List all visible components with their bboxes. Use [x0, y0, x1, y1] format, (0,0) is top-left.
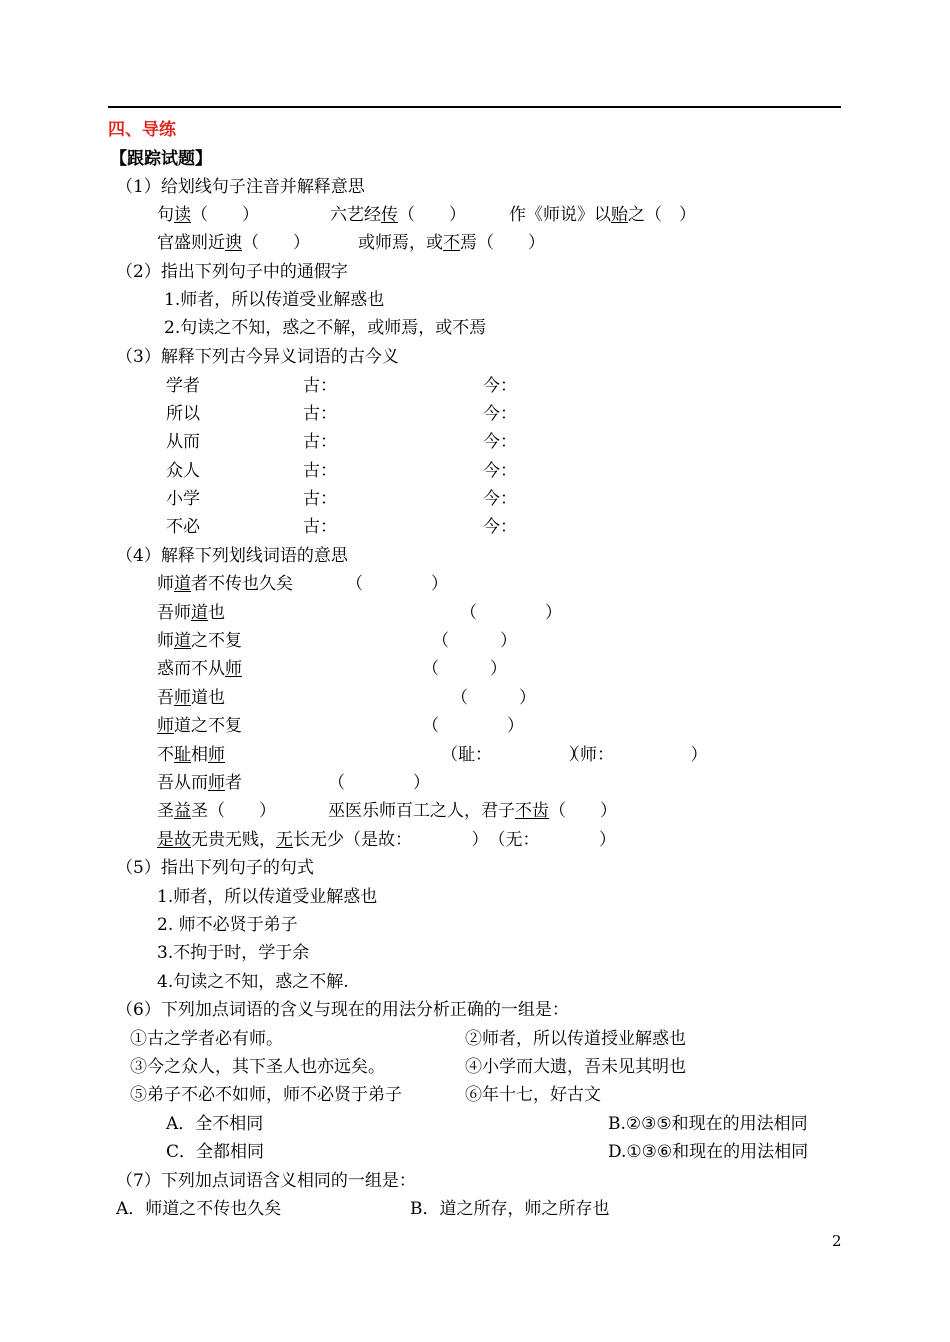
q3-gu-label: 古：	[303, 404, 337, 424]
q3-jin-label: 今：	[483, 517, 517, 537]
q3-word: 所以	[166, 404, 200, 424]
page-number: 2	[832, 1232, 842, 1250]
q1-item: 句读（ ）	[157, 205, 259, 225]
q5-item: 4.句读之不知，惑之不解.	[157, 972, 349, 992]
q4-item: 吾师道也	[157, 688, 225, 708]
q3-word: 从而	[166, 432, 200, 452]
q3-jin-label: 今：	[483, 432, 517, 452]
q3-gu-label: 古：	[303, 376, 337, 396]
q6-sentence: ②师者，所以传道授业解惑也	[465, 1029, 686, 1049]
q1-item: 作《师说》以贻之（ ）	[509, 205, 696, 225]
q3-jin-label: 今：	[483, 489, 517, 509]
q3-word: 小学	[166, 489, 200, 509]
q3-word: 众人	[166, 461, 200, 481]
q1-title: （1）给划线句子注音并解释意思	[116, 177, 365, 197]
header-rule	[108, 106, 841, 108]
q6-option-a: A．全不相同	[166, 1114, 264, 1134]
q7-option-a: A．师道之不传也久矣	[116, 1199, 282, 1219]
q6-sentence: ⑥年十七，好古文	[465, 1085, 601, 1105]
q4-item: 师道者不传也久矣	[157, 574, 293, 594]
q4-blank: （ ）	[460, 603, 562, 623]
q1-item: 六艺经传（ ）	[330, 205, 466, 225]
q6-title: （6）下列加点词语的含义与现在的用法分析正确的一组是：	[116, 1000, 569, 1020]
q4-item-buchi: 不耻相师	[157, 745, 225, 765]
q1-item: 官盛则近谀（ ）	[157, 233, 310, 253]
q4-item-shigu: 是故无贵无贱，无长无少（是故： ） （无： ）	[157, 830, 616, 850]
q2-item: 2.句读之不知，惑之不解，或师焉，或不焉	[164, 318, 487, 338]
q3-title: （3）解释下列古今异义词语的古今义	[116, 347, 399, 367]
q5-item: 3.不拘于时，学于余	[157, 943, 310, 963]
q4-blank: （ ）	[432, 631, 517, 651]
q3-gu-label: 古：	[303, 461, 337, 481]
q3-gu-label: 古：	[303, 489, 337, 509]
q6-sentence: ③今之众人，其下圣人也亦远矣。	[130, 1057, 385, 1077]
q6-option-c: C．全都相同	[166, 1142, 265, 1162]
q4-item: 吾师道也	[157, 603, 225, 623]
q4-item: 师道之不复	[157, 716, 242, 736]
q4-item: 师道之不复	[157, 631, 242, 651]
q3-gu-label: 古：	[303, 432, 337, 452]
q6-option-d: D.①③⑥和现在的用法相同	[608, 1142, 809, 1162]
q4-blank: （ ）	[346, 574, 448, 594]
q4-item: 巫医乐师百工之人，君子不齿（ ）	[328, 801, 617, 821]
q2-item: 1.师者，所以传道受业解惑也	[164, 290, 385, 310]
q4-item: 惑而不从师	[157, 659, 242, 679]
q3-jin-label: 今：	[483, 404, 517, 424]
q4-blank: （ ）	[422, 659, 507, 679]
q3-jin-label: 今：	[483, 461, 517, 481]
q3-word: 不必	[166, 517, 200, 537]
q6-sentence: ①古之学者必有师。	[130, 1029, 283, 1049]
q5-item: 2. 师不必贤于弟子	[157, 915, 298, 935]
q3-word: 学者	[166, 376, 200, 396]
q4-item: 圣益圣（ ）	[157, 801, 276, 821]
q4-title: （4）解释下列划线词语的意思	[116, 546, 348, 566]
q6-sentence: ⑤弟子不必不如师，师不必贤于弟子	[130, 1085, 402, 1105]
q4-item: 吾从而师者	[157, 773, 242, 793]
q6-sentence: ④小学而大遗，吾未见其明也	[465, 1057, 686, 1077]
q5-title: （5）指出下列句子的句式	[116, 858, 314, 878]
q6-option-b: B.②③⑤和现在的用法相同	[608, 1114, 808, 1134]
q4-blank: （ ）	[422, 716, 524, 736]
q5-item: 1.师者，所以传道受业解惑也	[157, 887, 378, 907]
q7-option-b: B．道之所存，师之所存也	[410, 1199, 610, 1219]
q4-blank: （耻： ）	[441, 745, 586, 765]
subsection-title: 【跟踪试题】	[110, 149, 212, 169]
q4-blank: （ ）	[451, 688, 536, 708]
q2-title: （2）指出下列句子中的通假字	[116, 262, 348, 282]
q3-gu-label: 古：	[303, 517, 337, 537]
q4-blank: （师： ）	[563, 745, 708, 765]
q1-item: 或师焉，或不焉（ ）	[358, 233, 545, 253]
q4-blank: （ ）	[328, 773, 430, 793]
q7-title: （7）下列加点词语含义相同的一组是：	[116, 1171, 416, 1191]
section-title: 四、导练	[108, 120, 176, 140]
q3-jin-label: 今：	[483, 376, 517, 396]
